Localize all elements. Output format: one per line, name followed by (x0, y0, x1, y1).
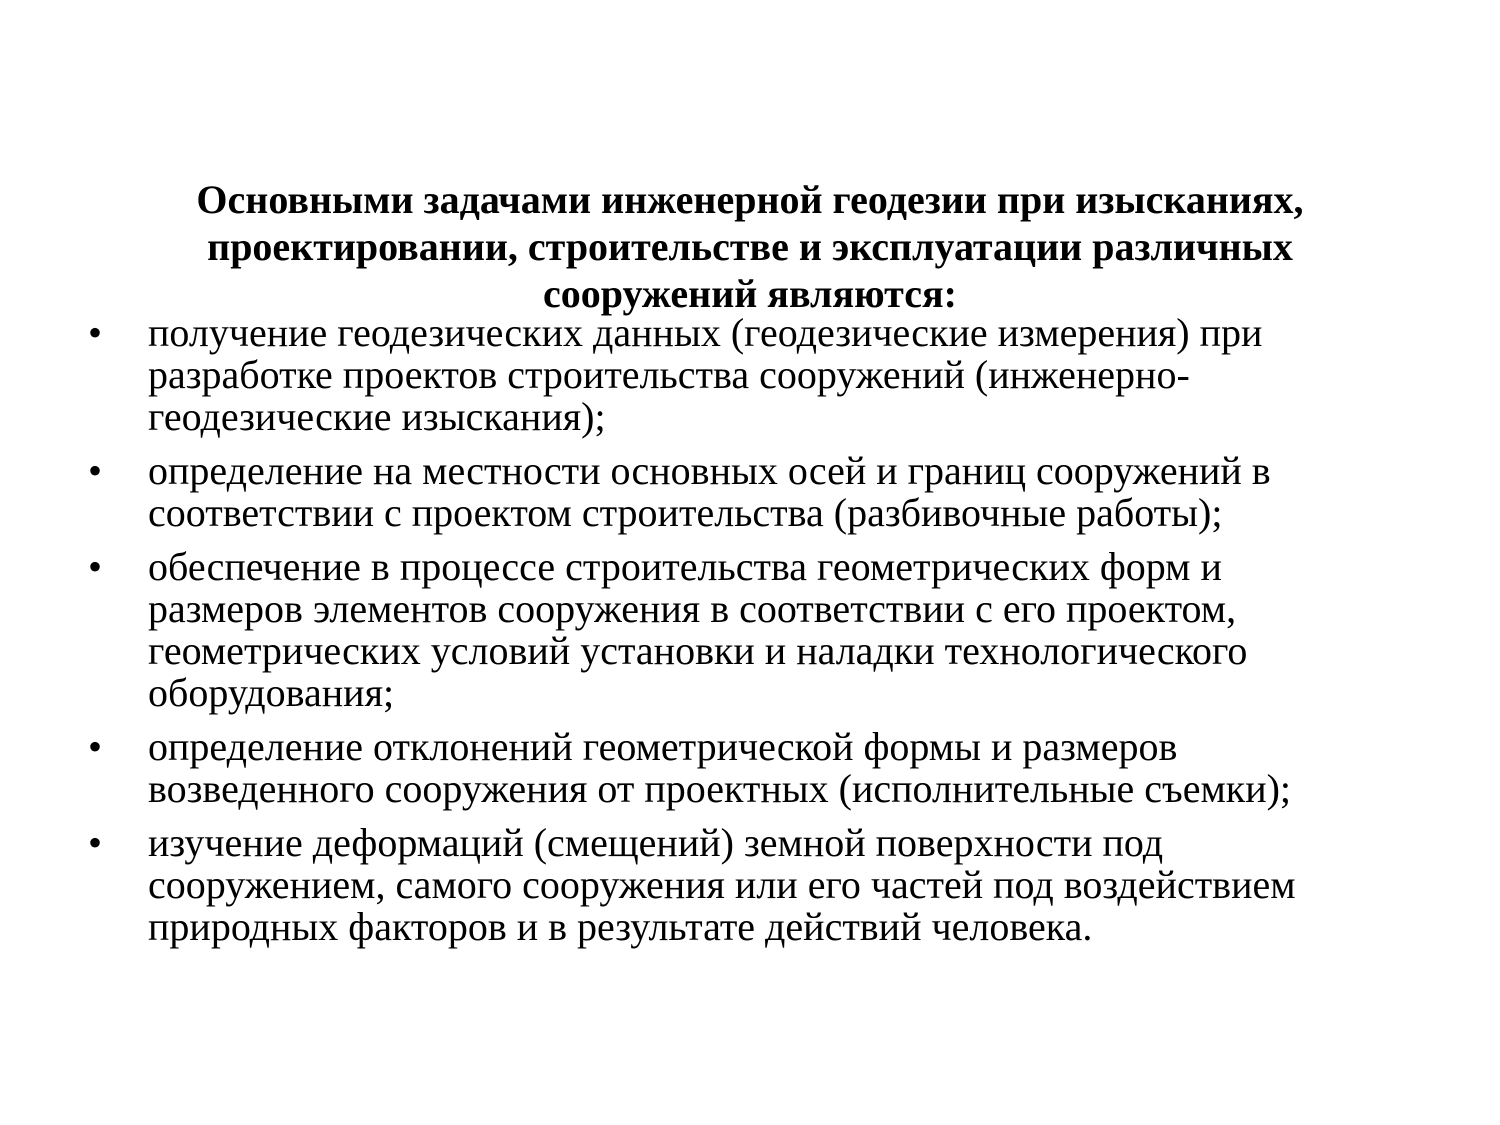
bullet-icon: • (88, 544, 103, 589)
bullet-item (0, 822, 1418, 948)
slide-heading (100, 176, 1400, 317)
bullet-item (0, 546, 1418, 714)
bullet-text-line: геометрических условий установки и наладки технологического (148, 628, 1248, 673)
bullet-text-line: оборудования; (148, 670, 395, 715)
bullet-icon: • (88, 724, 103, 769)
bullet-text-line: размеров элементов сооружения в соответствии с его проектом, (148, 586, 1237, 631)
bullet-item (0, 312, 1418, 438)
bullet-text-line: возведенного сооружения от проектных (исполнительные съемки); (148, 766, 1292, 811)
bullet-text-line: соответствии с проектом строительства (разбивочные работы); (148, 490, 1223, 535)
heading-line: проектировании, строительстве и эксплуатации различных (207, 224, 1293, 269)
bullet-text-line: изучение деформаций (смещений) земной поверхности под (148, 820, 1164, 865)
bullet-list (0, 312, 1500, 960)
bullet-text-line: обеспечение в процессе строительства геометрических форм и (148, 544, 1222, 589)
heading-line: Основными задачами инженерной геодезии при изысканиях, (196, 177, 1304, 222)
bullet-text-line: природных факторов и в результате действий человека. (148, 904, 1093, 949)
bullet-text-line: определение отклонений геометрической формы и размеров (148, 724, 1178, 769)
heading-line: сооружений являются: (542, 271, 957, 316)
bullet-item (0, 726, 1418, 810)
bullet-icon: • (88, 310, 103, 355)
bullet-text-line: геодезические изыскания); (148, 394, 606, 439)
bullet-text-line: определение на местности основных осей и границ сооружений в (148, 448, 1271, 493)
bullet-item (0, 450, 1418, 534)
bullet-text-line: разработке проектов строительства сооружений (инженерно- (148, 352, 1190, 397)
bullet-icon: • (88, 448, 103, 493)
bullet-text-line: получение геодезических данных (геодезические измерения) при (148, 310, 1263, 355)
bullet-text-line: сооружением, самого сооружения или его частей под воздействием (148, 862, 1296, 907)
bullet-icon: • (88, 820, 103, 865)
